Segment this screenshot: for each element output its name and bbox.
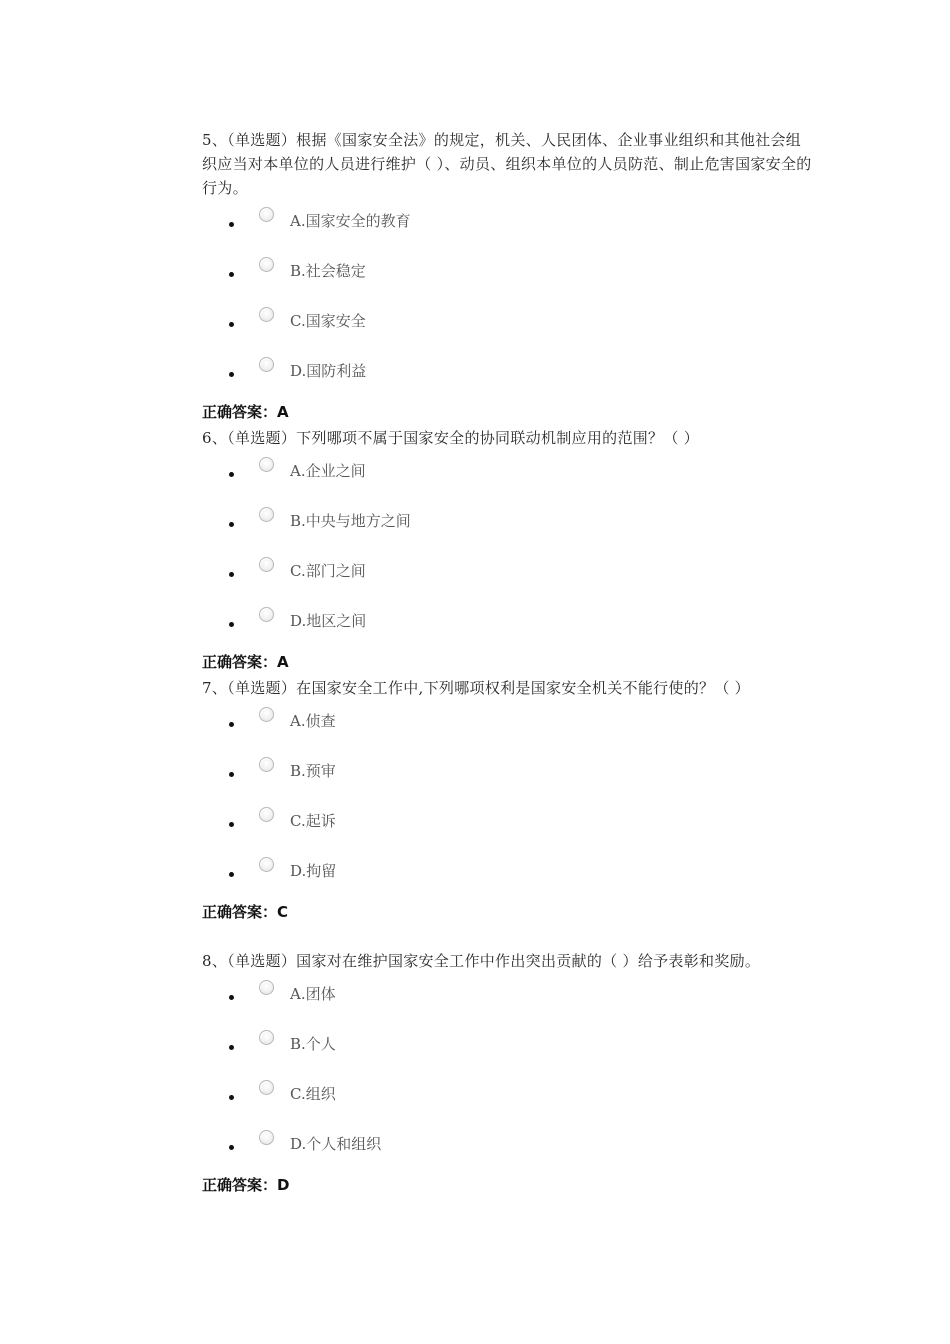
radio-button[interactable] [259, 307, 274, 322]
option-d[interactable] [202, 356, 812, 406]
bullet-icon [229, 322, 234, 327]
question-text: 8、（单选题）国家对在维护国家安全工作中作出突出贡献的（ ）给予表彰和奖励。 [202, 952, 761, 970]
bullet-icon [229, 372, 234, 377]
option-c[interactable] [202, 806, 812, 856]
option-label: A.企业之间 [290, 462, 366, 480]
bullet-icon [229, 272, 234, 277]
option-b[interactable] [202, 1029, 812, 1079]
correct-answer: 正确答案：A [202, 653, 289, 671]
radio-button[interactable] [259, 1130, 274, 1145]
radio-button[interactable] [259, 607, 274, 622]
radio-button[interactable] [259, 257, 274, 272]
bullet-icon [229, 1045, 234, 1050]
option-label: D.拘留 [290, 862, 337, 880]
option-a[interactable] [202, 706, 812, 756]
bullet-icon [229, 872, 234, 877]
option-list [202, 706, 812, 906]
bullet-icon [229, 1145, 234, 1150]
bullet-icon [229, 522, 234, 527]
radio-button[interactable] [259, 207, 274, 222]
bullet-icon [229, 822, 234, 827]
radio-button[interactable] [259, 980, 274, 995]
option-d[interactable] [202, 606, 812, 656]
option-a[interactable] [202, 206, 812, 256]
bullet-icon [229, 222, 234, 227]
option-label: B.个人 [290, 1035, 336, 1053]
option-c[interactable] [202, 556, 812, 606]
option-label: B.预审 [290, 762, 336, 780]
question-8 [202, 949, 812, 1195]
radio-button[interactable] [259, 857, 274, 872]
correct-answer: 正确答案：D [202, 1176, 290, 1194]
bullet-icon [229, 772, 234, 777]
option-b[interactable] [202, 506, 812, 556]
option-label: A.侦查 [290, 712, 336, 730]
option-list [202, 979, 812, 1179]
correct-answer: 正确答案：C [202, 903, 289, 921]
option-label: C.部门之间 [290, 562, 366, 580]
radio-button[interactable] [259, 757, 274, 772]
option-c[interactable] [202, 1079, 812, 1129]
option-label: B.社会稳定 [290, 262, 366, 280]
option-label: A.国家安全的教育 [290, 212, 411, 230]
radio-button[interactable] [259, 1030, 274, 1045]
question-text: 6、（单选题）下列哪项不属于国家安全的协同联动机制应用的范围？（ ） [202, 429, 700, 447]
radio-button[interactable] [259, 457, 274, 472]
option-list [202, 456, 812, 656]
bullet-icon [229, 1095, 234, 1100]
bullet-icon [229, 995, 234, 1000]
bullet-icon [229, 722, 234, 727]
option-label: D.个人和组织 [290, 1135, 382, 1153]
radio-button[interactable] [259, 507, 274, 522]
radio-button[interactable] [259, 807, 274, 822]
option-label: D.国防利益 [290, 362, 367, 380]
option-d[interactable] [202, 1129, 812, 1179]
option-b[interactable] [202, 756, 812, 806]
question-5 [202, 128, 812, 422]
radio-button[interactable] [259, 1080, 274, 1095]
option-label: C.国家安全 [290, 312, 366, 330]
radio-button[interactable] [259, 357, 274, 372]
option-b[interactable] [202, 256, 812, 306]
bullet-icon [229, 472, 234, 477]
option-c[interactable] [202, 306, 812, 356]
option-d[interactable] [202, 856, 812, 906]
question-7 [202, 676, 812, 922]
bullet-icon [229, 622, 234, 627]
option-label: D.地区之间 [290, 612, 367, 630]
question-6 [202, 426, 812, 672]
radio-button[interactable] [259, 557, 274, 572]
option-a[interactable] [202, 456, 812, 506]
option-label: A.团体 [290, 985, 336, 1003]
radio-button[interactable] [259, 707, 274, 722]
option-list [202, 206, 812, 406]
option-label: B.中央与地方之间 [290, 512, 411, 530]
question-text: 5、（单选题）根据《国家安全法》的规定，机关、人民团体、企业事业组织和其他社会组织应当对本单位的人员进行维护（ ）、动员、组织本单位的人员防范、制止危害国家安全的行为。 [202, 131, 812, 197]
bullet-icon [229, 572, 234, 577]
option-a[interactable] [202, 979, 812, 1029]
option-label: C.起诉 [290, 812, 336, 830]
correct-answer: 正确答案：A [202, 403, 289, 421]
question-text: 7、（单选题）在国家安全工作中,下列哪项权利是国家安全机关不能行使的？（ ） [202, 679, 750, 697]
option-label: C.组织 [290, 1085, 336, 1103]
